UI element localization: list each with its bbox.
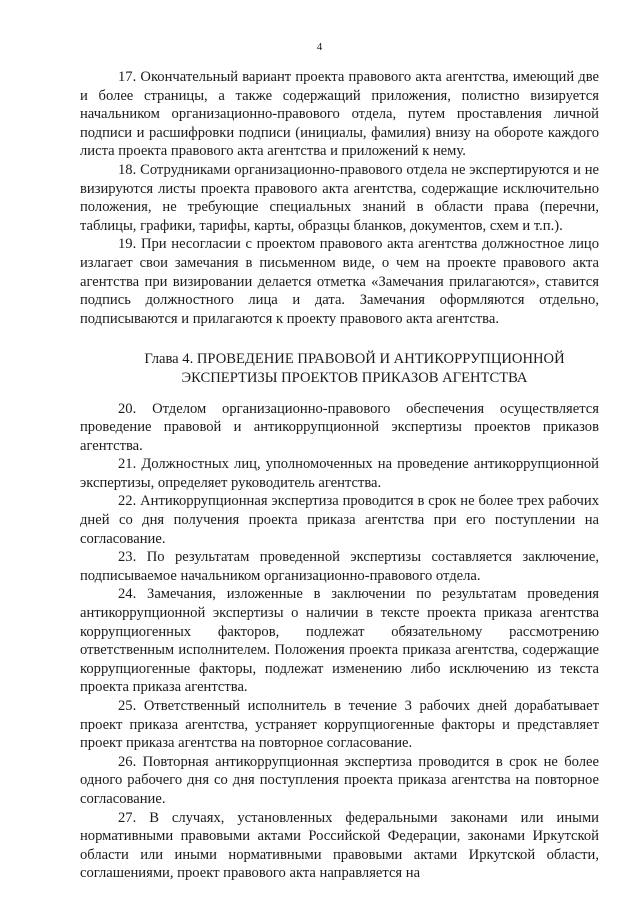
document-body bbox=[80, 68, 599, 883]
chapter-heading bbox=[80, 350, 599, 387]
paragraph-27: 27. В случаях, установленных федеральными законами или иными нормативными правовыми актами Российской Федерации, законами Иркутской области или иными нормативными правовыми актами Иркутской области, соглашениями, проект правового акта направляется на bbox=[80, 809, 599, 882]
paragraph-17: 17. Окончательный вариант проекта правового акта агентства, имеющий две и более страницы, а также содержащий приложения, полистно визируется начальником организационно-правового отдела, путем проставления личной подписи и расшифровки подписи (инициалы, фамилия) внизу на обороте каждого листа проекта правового акта агентства и приложений к нему. bbox=[80, 69, 599, 160]
paragraph-26: 26. Повторная антикоррупционная экспертиза проводится в срок не более одного рабочего дня со дня поступления проекта приказа агентства на повторное согласование. bbox=[80, 753, 599, 807]
paragraph-22: 22. Антикоррупционная экспертиза проводится в срок не более трех рабочих дней со дня получения проекта приказа агентства при его поступлении на согласование. bbox=[80, 493, 599, 547]
paragraph-23: 23. По результатам проведенной экспертизы составляется заключение, подписываемое начальником организационно-правового отдела. bbox=[80, 549, 599, 584]
chapter-heading-line-1: Глава 4. ПРОВЕДЕНИЕ ПРАВОВОЙ И АНТИКОРРУПЦИОННОЙ bbox=[144, 351, 565, 368]
paragraph-25: 25. Ответственный исполнитель в течение 3 рабочих дней дорабатывает проект приказа агентства, устраняет коррупциогенные факторы и представляет проект приказа агентства на повторное согласование. bbox=[80, 698, 599, 752]
paragraph-20: 20. Отделом организационно-правового обеспечения осуществляется проведение правовой и антикоррупционной экспертизы проектов приказов агентства. bbox=[80, 400, 599, 454]
paragraph-21: 21. Должностных лиц, уполномоченных на проведение антикоррупционной экспертизы, определяет руководитель агентства. bbox=[80, 456, 599, 491]
chapter-heading-line-2: ЭКСПЕРТИЗЫ ПРОЕКТОВ ПРИКАЗОВ АГЕНТСТВА bbox=[181, 369, 528, 386]
paragraph-18: 18. Сотрудниками организационно-правового отдела не экспертируются и не визируются листы проекта правового акта агентства, содержащие исключительно положения, не требующие специальных знаний в области права (перечни, таблицы, графики, тарифы, карты, образцы бланков, документов, схем и т.п.). bbox=[80, 161, 599, 234]
page-number: 4 bbox=[316, 41, 323, 53]
paragraph-19: 19. При несогласии с проектом правового акта агентства должностное лицо излагает свои замечания в письменном виде, о чем на проекте правового акта агентства при визировании делается отметка «Замечания прилагаются», ставится подпись должностного лица и дата. Замечания оформляются отдельно, подписываются и прилагаются к проекту правового акта агентства. bbox=[80, 236, 599, 327]
paragraph-24: 24. Замечания, изложенные в заключении по результатам проведения антикоррупционной экспертизы о наличии в тексте проекта приказа агентства коррупциогенных факторов, подлежат обязательному рассмотрению ответственным исполнителем. Положения проекта приказа агентства, содержащие коррупциогенные факторы, подлежат изменению либо исключению из текста проекта приказа агентства. bbox=[80, 586, 599, 696]
